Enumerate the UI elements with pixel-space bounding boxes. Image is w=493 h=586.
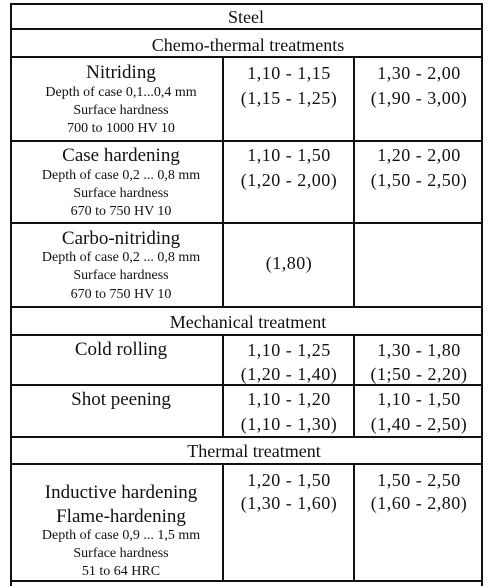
section-title-chemo: Chemo-thermal treatments xyxy=(151,35,345,55)
row-name-inductive-hardening: Inductive hardening xyxy=(44,482,198,503)
row-detail: 700 to 1000 HV 10 xyxy=(67,121,175,136)
cell-value: 1,20 - 2,00 xyxy=(377,145,461,165)
cell-value: 1,10 - 1,15 xyxy=(247,63,331,83)
cell-value: (1,20 - 2,00) xyxy=(240,170,338,190)
table-border-left xyxy=(10,3,12,586)
rule xyxy=(10,334,483,336)
table-border-right xyxy=(481,3,483,586)
table-title: Steel xyxy=(228,7,264,27)
rule xyxy=(10,140,483,142)
row-detail: Surface hardness xyxy=(73,103,169,118)
cell-value: 1,30 - 2,00 xyxy=(377,63,461,83)
column-rule xyxy=(353,56,355,308)
rule xyxy=(10,580,483,582)
cell-value: 1,30 - 1,80 xyxy=(377,340,461,360)
rule xyxy=(10,56,483,58)
row-detail: Depth of case 0,9 ... 1,5 mm xyxy=(41,528,201,543)
cell-value: 1,50 - 2,50 xyxy=(377,470,461,490)
row-detail: Depth of case 0,2 ... 0,8 mm xyxy=(41,250,201,265)
rule xyxy=(10,384,483,386)
cell-value: (1,80) xyxy=(265,253,313,273)
cell-value: 1,20 - 1,50 xyxy=(247,470,331,490)
row-detail: Surface hardness xyxy=(73,186,169,201)
column-rule xyxy=(353,334,355,438)
column-rule xyxy=(353,463,355,582)
cell-value: 1,10 - 1,20 xyxy=(247,389,331,409)
rule xyxy=(10,463,483,465)
row-detail: 51 to 64 HRC xyxy=(81,564,161,579)
cell-value: 1,10 - 1,25 xyxy=(247,340,331,360)
column-rule xyxy=(222,56,224,308)
cell-value: (1,30 - 1,60) xyxy=(240,493,338,513)
row-detail: Surface hardness xyxy=(73,268,169,283)
cell-value: 1,10 - 1,50 xyxy=(377,389,461,409)
column-rule xyxy=(222,334,224,438)
cell-value: (1,50 - 2,50) xyxy=(370,170,468,190)
row-detail: 670 to 750 HV 10 xyxy=(70,287,172,302)
table-border-top xyxy=(10,3,483,5)
cell-value: (1;50 - 2,20) xyxy=(370,364,468,384)
cell-value: (1,60 - 2,80) xyxy=(370,493,468,513)
row-name-nitriding: Nitriding xyxy=(86,62,156,83)
row-name-flame-hardening: Flame-hardening xyxy=(56,506,186,527)
cell-value: 1,10 - 1,50 xyxy=(247,145,331,165)
row-detail: Surface hardness xyxy=(73,546,169,561)
row-detail: 670 to 750 HV 10 xyxy=(70,204,172,219)
cell-value: (1,15 - 1,25) xyxy=(240,88,338,108)
rule xyxy=(10,306,483,308)
cell-value: (1,90 - 3,00) xyxy=(370,88,468,108)
row-name-cold-rolling: Cold rolling xyxy=(74,339,168,360)
cell-value: (1,40 - 2,50) xyxy=(370,414,468,434)
section-title-thermal: Thermal treatment xyxy=(187,441,321,461)
section-title-mechanical: Mechanical treatment xyxy=(169,312,327,332)
row-name-shot-peening: Shot peening xyxy=(71,389,171,410)
cell-value: (1,20 - 1,40) xyxy=(240,364,338,384)
row-detail: Depth of case 0,1...0,4 mm xyxy=(45,85,197,100)
row-name-carbo-nitriding: Carbo-nitriding xyxy=(61,228,181,249)
column-rule xyxy=(222,463,224,582)
row-detail: Depth of case 0,2 ... 0,8 mm xyxy=(41,168,201,183)
rule xyxy=(10,28,483,30)
rule xyxy=(10,436,483,438)
cell-value: (1,10 - 1,30) xyxy=(240,414,338,434)
row-name-case-hardening: Case hardening xyxy=(62,145,180,166)
rule xyxy=(10,222,483,224)
